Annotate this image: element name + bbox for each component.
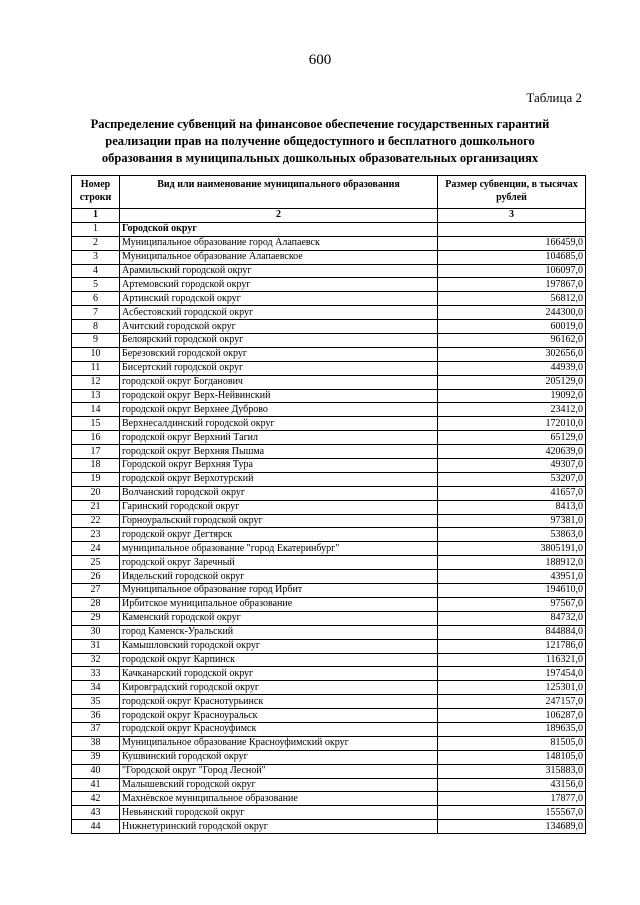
municipality-name-cell: Каменский городской округ xyxy=(120,611,438,625)
subsidy-amount-cell: 155567,0 xyxy=(438,806,586,820)
municipality-name-cell: Горноуральский городской округ xyxy=(120,514,438,528)
table-row xyxy=(72,389,586,403)
header-subsidy-amount: Размер субвенции, в тысячах рублей xyxy=(438,176,586,209)
subsidy-amount-cell: 106097,0 xyxy=(438,264,586,278)
subsidy-amount-cell: 106287,0 xyxy=(438,709,586,723)
table-row xyxy=(72,514,586,528)
municipality-name-cell: Камышловский городской округ xyxy=(120,639,438,653)
municipality-name-cell: Асбестовский городской округ xyxy=(120,306,438,320)
municipality-name-cell: городской округ Красноуральск xyxy=(120,709,438,723)
subsidy-amount-cell: 8413,0 xyxy=(438,500,586,514)
municipality-name-cell: городской округ Верхняя Пышма xyxy=(120,445,438,459)
municipality-name-cell: Ачитский городской округ xyxy=(120,320,438,334)
municipality-name-cell: Малышевский городской округ xyxy=(120,778,438,792)
table-row xyxy=(72,695,586,709)
municipality-name-cell: Махнёвское муниципальное образование xyxy=(120,792,438,806)
row-number-cell: 25 xyxy=(72,556,120,570)
row-number-cell: 30 xyxy=(72,625,120,639)
subsidy-amount-cell: 84732,0 xyxy=(438,611,586,625)
page-number: 600 xyxy=(308,52,332,68)
table-row xyxy=(72,736,586,750)
title-line: образования в муниципальных дошкольных образовательных организациях xyxy=(101,151,539,165)
subsidy-amount-cell: 134689,0 xyxy=(438,820,586,834)
table-row xyxy=(72,570,586,584)
row-number-cell: 38 xyxy=(72,736,120,750)
table-row xyxy=(72,236,586,250)
subsidy-amount-cell: 19092,0 xyxy=(438,389,586,403)
row-number-cell: 13 xyxy=(72,389,120,403)
table-row xyxy=(72,361,586,375)
row-number-cell: 11 xyxy=(72,361,120,375)
municipality-name-cell: город Каменск-Уральский xyxy=(120,625,438,639)
municipality-name-cell: городской округ Верх-Нейвинский xyxy=(120,389,438,403)
row-number-cell: 43 xyxy=(72,806,120,820)
table-row xyxy=(72,667,586,681)
table-row xyxy=(72,611,586,625)
table-row xyxy=(72,681,586,695)
subsidy-amount-cell: 194610,0 xyxy=(438,584,586,598)
row-number-cell: 24 xyxy=(72,542,120,556)
subsidy-amount-cell: 17877,0 xyxy=(438,792,586,806)
subsidy-amount-cell: 43951,0 xyxy=(438,570,586,584)
municipality-name-cell: Городской округ xyxy=(120,222,438,236)
subsidy-amount-cell: 244300,0 xyxy=(438,306,586,320)
subsidy-amount-cell: 148105,0 xyxy=(438,750,586,764)
subsidy-amount-cell: 302656,0 xyxy=(438,347,586,361)
row-number-cell: 26 xyxy=(72,570,120,584)
municipality-name-cell: городской округ Дегтярск xyxy=(120,528,438,542)
row-number-cell: 27 xyxy=(72,584,120,598)
table-row xyxy=(72,264,586,278)
row-number-cell: 37 xyxy=(72,722,120,736)
table-row xyxy=(72,292,586,306)
row-number-cell: 22 xyxy=(72,514,120,528)
table-body xyxy=(72,209,586,834)
subsidy-amount-cell: 205129,0 xyxy=(438,375,586,389)
municipality-name-cell: городской округ Верхнее Дуброво xyxy=(120,403,438,417)
table-row xyxy=(72,597,586,611)
subsidy-amount-cell: 315883,0 xyxy=(438,764,586,778)
row-number-cell: 10 xyxy=(72,347,120,361)
row-number-cell: 9 xyxy=(72,334,120,348)
row-number-cell: 34 xyxy=(72,681,120,695)
table-row xyxy=(72,403,586,417)
row-number-cell: 28 xyxy=(72,597,120,611)
row-number-cell: 17 xyxy=(72,445,120,459)
table-row xyxy=(72,320,586,334)
municipality-name-cell: Артемовский городской округ xyxy=(120,278,438,292)
table-row xyxy=(72,709,586,723)
table-row xyxy=(72,653,586,667)
subsidy-amount-cell: 53207,0 xyxy=(438,472,586,486)
table-row xyxy=(72,639,586,653)
table-row xyxy=(72,306,586,320)
subsidy-amount-cell: 172010,0 xyxy=(438,417,586,431)
municipality-name-cell: Нижнетуринский городской округ xyxy=(120,820,438,834)
table-row xyxy=(72,472,586,486)
column-index: 1 xyxy=(72,209,120,223)
row-number-cell: 36 xyxy=(72,709,120,723)
row-number-cell: 1 xyxy=(72,222,120,236)
row-number-cell: 14 xyxy=(72,403,120,417)
municipality-name-cell: городской округ Верхотурский xyxy=(120,472,438,486)
municipality-name-cell: Бисертский городской округ xyxy=(120,361,438,375)
row-number-cell: 33 xyxy=(72,667,120,681)
table-row xyxy=(72,278,586,292)
subsidy-amount-cell: 166459,0 xyxy=(438,236,586,250)
municipality-name-cell: Арамильский городской округ xyxy=(120,264,438,278)
subsidy-amount-cell: 41657,0 xyxy=(438,486,586,500)
row-number-cell: 31 xyxy=(72,639,120,653)
municipality-name-cell: Невьянский городской округ xyxy=(120,806,438,820)
municipality-name-cell: городской округ Верхний Тагил xyxy=(120,431,438,445)
subsidy-amount-cell: 23412,0 xyxy=(438,403,586,417)
title-line: Распределение субвенций на финансовое обеспечение государственных гарантий xyxy=(90,117,550,131)
table-row xyxy=(72,792,586,806)
row-number-cell: 35 xyxy=(72,695,120,709)
table-row xyxy=(72,764,586,778)
municipality-name-cell: городской округ Красноуфимск xyxy=(120,722,438,736)
table-row xyxy=(72,500,586,514)
municipality-name-cell: Городской округ Верхняя Тура xyxy=(120,459,438,473)
table-row xyxy=(72,778,586,792)
subsidy-amount-cell: 96162,0 xyxy=(438,334,586,348)
header-municipality-name: Вид или наименование муниципального образования xyxy=(120,176,438,209)
municipality-name-cell: Верхнесалдинский городской округ xyxy=(120,417,438,431)
row-number-cell: 42 xyxy=(72,792,120,806)
row-number-cell: 40 xyxy=(72,764,120,778)
subsidy-amount-cell: 121786,0 xyxy=(438,639,586,653)
row-number-cell: 5 xyxy=(72,278,120,292)
column-index-row xyxy=(72,209,586,223)
municipality-name-cell: Ирбитское муниципальное образование xyxy=(120,597,438,611)
subsidy-amount-cell: 56812,0 xyxy=(438,292,586,306)
municipality-name-cell: городской округ Заречный xyxy=(120,556,438,570)
municipality-name-cell: Муниципальное образование Алапаевское xyxy=(120,250,438,264)
subsidy-amount-cell: 188912,0 xyxy=(438,556,586,570)
subsidy-amount-cell: 97381,0 xyxy=(438,514,586,528)
table-row xyxy=(72,486,586,500)
table-header-row xyxy=(72,176,586,209)
table-row xyxy=(72,222,586,236)
row-number-cell: 8 xyxy=(72,320,120,334)
row-number-cell: 6 xyxy=(72,292,120,306)
row-number-cell: 2 xyxy=(72,236,120,250)
table-row xyxy=(72,806,586,820)
table-row xyxy=(72,528,586,542)
table-row xyxy=(72,334,586,348)
table-row xyxy=(72,431,586,445)
row-number-cell: 41 xyxy=(72,778,120,792)
subsidy-amount-cell: 125301,0 xyxy=(438,681,586,695)
header-row-number: Номер строки xyxy=(72,176,120,209)
row-number-cell: 21 xyxy=(72,500,120,514)
subsidy-amount-cell: 197867,0 xyxy=(438,278,586,292)
row-number-cell: 39 xyxy=(72,750,120,764)
column-index: 3 xyxy=(438,209,586,223)
municipality-name-cell: Артинский городской округ xyxy=(120,292,438,306)
municipality-name-cell: Гаринский городской округ xyxy=(120,500,438,514)
subsidy-amount-cell: 247157,0 xyxy=(438,695,586,709)
municipality-name-cell: Муниципальное образование Красноуфимский округ xyxy=(120,736,438,750)
table-row xyxy=(72,820,586,834)
municipality-name-cell: городской округ Богданович xyxy=(120,375,438,389)
subsidy-amount-cell: 420639,0 xyxy=(438,445,586,459)
subsidy-amount-cell: 3805191,0 xyxy=(438,542,586,556)
table-row xyxy=(72,417,586,431)
row-number-cell: 7 xyxy=(72,306,120,320)
municipality-name-cell: городской округ Карпинск xyxy=(120,653,438,667)
subsidy-amount-cell: 60019,0 xyxy=(438,320,586,334)
subsidy-amount-cell: 65129,0 xyxy=(438,431,586,445)
subsidy-amount-cell: 116321,0 xyxy=(438,653,586,667)
municipality-name-cell: Березовский городской округ xyxy=(120,347,438,361)
municipality-name-cell: Кировградский городской округ xyxy=(120,681,438,695)
row-number-cell: 4 xyxy=(72,264,120,278)
municipality-name-cell: Белоярский городской округ xyxy=(120,334,438,348)
row-number-cell: 29 xyxy=(72,611,120,625)
table-row xyxy=(72,625,586,639)
subsidy-amount-cell: 189635,0 xyxy=(438,722,586,736)
subsidy-table xyxy=(71,175,586,834)
municipality-name-cell: Муниципальное образование город Ирбит xyxy=(120,584,438,598)
municipality-name-cell: "Городской округ "Город Лесной" xyxy=(120,764,438,778)
municipality-name-cell: Волчанский городской округ xyxy=(120,486,438,500)
table-row xyxy=(72,375,586,389)
table-row xyxy=(72,750,586,764)
table-row xyxy=(72,722,586,736)
row-number-cell: 23 xyxy=(72,528,120,542)
row-number-cell: 16 xyxy=(72,431,120,445)
row-number-cell: 44 xyxy=(72,820,120,834)
municipality-name-cell: муниципальное образование "город Екатеринбург" xyxy=(120,542,438,556)
table-row xyxy=(72,347,586,361)
subsidy-amount-cell: 43156,0 xyxy=(438,778,586,792)
row-number-cell: 15 xyxy=(72,417,120,431)
table-row xyxy=(72,445,586,459)
municipality-name-cell: Качканарский городской округ xyxy=(120,667,438,681)
row-number-cell: 18 xyxy=(72,459,120,473)
subsidy-amount-cell: 197454,0 xyxy=(438,667,586,681)
row-number-cell: 12 xyxy=(72,375,120,389)
subsidy-amount-cell: 49307,0 xyxy=(438,459,586,473)
subsidy-amount-cell xyxy=(438,222,586,236)
table-row xyxy=(72,459,586,473)
subsidy-amount-cell: 44939,0 xyxy=(438,361,586,375)
municipality-name-cell: Муниципальное образование город Алапаевск xyxy=(120,236,438,250)
municipality-name-cell: Кушвинский городской округ xyxy=(120,750,438,764)
table-row xyxy=(72,584,586,598)
municipality-name-cell: Ивдельский городской округ xyxy=(120,570,438,584)
table-row xyxy=(72,556,586,570)
subsidy-amount-cell: 53863,0 xyxy=(438,528,586,542)
table-row xyxy=(72,542,586,556)
row-number-cell: 32 xyxy=(72,653,120,667)
subsidy-amount-cell: 844884,0 xyxy=(438,625,586,639)
table-row xyxy=(72,250,586,264)
row-number-cell: 19 xyxy=(72,472,120,486)
subsidy-amount-cell: 97567,0 xyxy=(438,597,586,611)
table-label: Таблица 2 xyxy=(526,90,582,105)
title-line: реализации прав на получение общедоступного и бесплатного дошкольного xyxy=(105,134,535,148)
municipality-name-cell: городской округ Краснотурьинск xyxy=(120,695,438,709)
document-title xyxy=(70,116,570,167)
row-number-cell: 20 xyxy=(72,486,120,500)
column-index: 2 xyxy=(120,209,438,223)
subsidy-amount-cell: 81505,0 xyxy=(438,736,586,750)
row-number-cell: 3 xyxy=(72,250,120,264)
subsidy-amount-cell: 104685,0 xyxy=(438,250,586,264)
